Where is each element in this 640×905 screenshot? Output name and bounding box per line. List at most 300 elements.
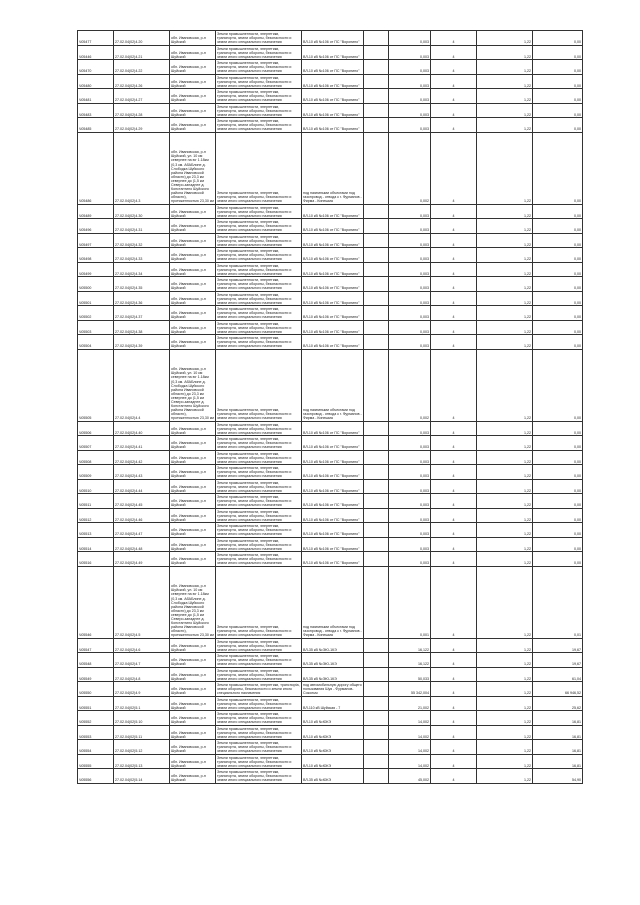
area-cell: 0,003 xyxy=(389,335,431,350)
sum-cell: 16,81 xyxy=(533,754,583,769)
empty-cell xyxy=(364,219,389,234)
parcel-id-cell: Ч05489 xyxy=(78,204,114,219)
parcel-id-cell: Ч05509 xyxy=(78,465,114,480)
land-purpose-cell: Земли промышленности, энергетики, транспорта, земли обороны, безопасности и земли иного специального назначения xyxy=(216,349,302,421)
address-cell: обл. Ивановская, р-н Шуйский xyxy=(170,421,216,436)
empty-cell xyxy=(364,537,389,552)
object-description-cell: ВЛ-10 кВ №106 от ПС "Воронино" xyxy=(302,523,364,538)
area-cell: 0,003 xyxy=(389,291,431,306)
land-purpose-cell: Земли промышленности, энергетики, транспорта, земли обороны, безопасности и земли иного специального назначения xyxy=(216,696,302,711)
empty-cell xyxy=(364,103,389,118)
object-description-cell: ВЛ-10 кВ №ЮКЭ xyxy=(302,740,364,755)
unit-code-cell: 4 xyxy=(431,132,477,204)
object-description-cell: ВЛ-10 кВ №106 от ПС "Воронино" xyxy=(302,306,364,321)
address-cell: обл. Ивановская, р-н Шуйский xyxy=(170,523,216,538)
land-purpose-cell: Земли промышленности, энергетики, транспорта, земли обороны, безопасности и земли иного специального назначения xyxy=(216,31,302,46)
date-cell: 27.02.04(02)4.29 xyxy=(114,118,170,133)
land-purpose-cell: Земли промышленности, энергетики, транспорта, земли обороны, безопасности и земли иного специального назначения xyxy=(216,45,302,60)
address-cell: обл. Ивановская, р-н Шуйский xyxy=(170,436,216,451)
unit-code-cell: 4 xyxy=(431,320,477,335)
unit-code-cell: 4 xyxy=(431,450,477,465)
unit-code-cell: 4 xyxy=(431,103,477,118)
empty-cell xyxy=(364,421,389,436)
area-cell: 0,003 xyxy=(389,31,431,46)
sum-cell: 0,00 xyxy=(533,421,583,436)
sum-cell: 25,62 xyxy=(533,696,583,711)
area-cell: 14,002 xyxy=(389,740,431,755)
rate-cell: 1,22 xyxy=(477,696,533,711)
table-row xyxy=(78,248,583,263)
area-cell: 14,002 xyxy=(389,754,431,769)
rate-cell: 1,22 xyxy=(477,103,533,118)
rate-cell: 1,22 xyxy=(477,740,533,755)
unit-code-cell: 4 xyxy=(431,566,477,638)
land-purpose-cell: Земли промышленности, энергетики, транспорта, земли обороны, безопасности и земли иного специального назначения xyxy=(216,494,302,509)
empty-cell xyxy=(364,523,389,538)
empty-cell xyxy=(364,248,389,263)
parcel-id-cell: Ч05556 xyxy=(78,769,114,784)
sum-cell: 0,00 xyxy=(533,45,583,60)
address-cell: обл. Ивановская, р-н Шуйский xyxy=(170,667,216,682)
land-purpose-cell: Земли промышленности, энергетики, транспорта, земли обороны, безопасности и земли иного специального назначения xyxy=(216,711,302,726)
date-cell: 27.02.04(02)4.42 xyxy=(114,450,170,465)
rate-cell: 1,22 xyxy=(477,667,533,682)
sum-cell: 0,00 xyxy=(533,74,583,89)
parcel-id-cell: Ч05506 xyxy=(78,421,114,436)
rate-cell: 1,22 xyxy=(477,74,533,89)
table-row xyxy=(78,89,583,104)
rate-cell: 1,22 xyxy=(477,436,533,451)
area-cell: 21,002 xyxy=(389,696,431,711)
parcel-id-cell: Ч05510 xyxy=(78,479,114,494)
object-description-cell: ВЛ-10 кВ №106 от ПС "Воронино" xyxy=(302,494,364,509)
address-cell: обл. Ивановская, р-н Шуйский xyxy=(170,450,216,465)
object-description-cell: ВЛ-10 кВ №106 от ПС "Воронино" xyxy=(302,248,364,263)
area-cell: 45,002 xyxy=(389,769,431,784)
sum-cell: 0,00 xyxy=(533,494,583,509)
unit-code-cell: 4 xyxy=(431,667,477,682)
empty-cell xyxy=(364,508,389,523)
address-cell: обл. Ивановская, р-н Шуйский, ул. 10 км севернее на юг 1.18км (0,3 км. АбАБлине д. Слободка Шуйского района Ивановской области) до 23,3 км севернее до (1,5 км Северо-западнее д. Константино Шуйского района Ивановской области), протяженностью 23,30 км xyxy=(170,566,216,638)
empty-cell xyxy=(364,696,389,711)
object-description-cell: ВЛ-10 кВ №106 от ПС "Воронино" xyxy=(302,262,364,277)
land-purpose-cell: Земли промышленности, энергетики, транспорта, земли обороны, безопасности и земли иного специального назначения xyxy=(216,436,302,451)
table-row xyxy=(78,349,583,421)
object-description-cell: ВЛ-10 кВ №106 от ПС "Воронино" xyxy=(302,204,364,219)
sum-cell: 19,67 xyxy=(533,638,583,653)
address-cell: обл. Ивановская, р-н Шуйский xyxy=(170,682,216,697)
unit-code-cell: 4 xyxy=(431,711,477,726)
rate-cell: 1,22 xyxy=(477,118,533,133)
unit-code-cell: 4 xyxy=(431,45,477,60)
area-cell: 0,003 xyxy=(389,421,431,436)
empty-cell xyxy=(364,204,389,219)
unit-code-cell: 4 xyxy=(431,740,477,755)
land-purpose-cell: Земли промышленности, энергетики, транспорта, земли обороны, безопасности и земли иного специального назначения xyxy=(216,118,302,133)
date-cell: 27.02.04(02)5.12 xyxy=(114,740,170,755)
land-purpose-cell: Земли промышленности, энергетики, транспорта, земли обороны, безопасности и земли иного специального назначения xyxy=(216,653,302,668)
rate-cell: 1,22 xyxy=(477,523,533,538)
table-row xyxy=(78,132,583,204)
area-cell: 0,003 xyxy=(389,74,431,89)
object-description-cell: ВЛ-10 кВ №ЮКЭ xyxy=(302,754,364,769)
unit-code-cell: 4 xyxy=(431,349,477,421)
empty-cell xyxy=(364,320,389,335)
address-cell: обл. Ивановская, р-н Шуйский xyxy=(170,103,216,118)
empty-cell xyxy=(364,349,389,421)
parcel-id-cell: Ч05552 xyxy=(78,711,114,726)
address-cell: обл. Ивановская, р-н Шуйский xyxy=(170,552,216,567)
area-cell: 0,003 xyxy=(389,479,431,494)
parcel-id-cell: Ч05501 xyxy=(78,291,114,306)
sum-cell: 0,00 xyxy=(533,537,583,552)
area-cell: 16,122 xyxy=(389,638,431,653)
unit-code-cell: 4 xyxy=(431,262,477,277)
date-cell: 27.02.04(02)4.33 xyxy=(114,248,170,263)
table-row xyxy=(78,537,583,552)
table-row xyxy=(78,233,583,248)
unit-code-cell: 4 xyxy=(431,754,477,769)
land-purpose-cell: Земли промышленности, энергетики, транспорта, земли обороны, безопасности и земли иного специального назначения xyxy=(216,421,302,436)
object-description-cell: ВЛ-10 кВ №106 от ПС "Воронино" xyxy=(302,537,364,552)
rate-cell: 1,22 xyxy=(477,754,533,769)
unit-code-cell: 4 xyxy=(431,494,477,509)
empty-cell xyxy=(364,638,389,653)
empty-cell xyxy=(364,45,389,60)
land-purpose-cell: Земли промышленности, энергетики, транспорта, земли обороны, безопасности и земли иного специального назначения xyxy=(216,74,302,89)
address-cell: обл. Ивановская, р-н Шуйский xyxy=(170,60,216,75)
parcel-id-cell: Ч05483 xyxy=(78,103,114,118)
address-cell: обл. Ивановская, р-н Шуйский xyxy=(170,118,216,133)
rate-cell: 1,22 xyxy=(477,537,533,552)
object-description-cell: ВЛ-110 кВ Шуйская - 7 xyxy=(302,696,364,711)
object-description-cell: ВЛ-10 кВ №106 от ПС "Воронино" xyxy=(302,103,364,118)
rate-cell: 1,22 xyxy=(477,711,533,726)
object-description-cell: ВЛ-10 кВ №106 от ПС "Воронино" xyxy=(302,436,364,451)
object-description-cell: ВЛ-10 кВ №106 от ПС "Воронино" xyxy=(302,552,364,567)
address-cell: обл. Ивановская, р-н Шуйский xyxy=(170,740,216,755)
unit-code-cell: 4 xyxy=(431,248,477,263)
sum-cell: 0,00 xyxy=(533,465,583,480)
date-cell: 27.02.04(02)4.36 xyxy=(114,291,170,306)
area-cell: 0,003 xyxy=(389,523,431,538)
unit-code-cell: 4 xyxy=(431,233,477,248)
land-purpose-cell: Земли промышленности, энергетики, транспорта, земли обороны, безопасности и земли иного специального назначения xyxy=(216,740,302,755)
object-description-cell: под наземными объектами под газопровод - отвода к г. Фурманов - Фирма - Кинешма xyxy=(302,132,364,204)
parcel-id-cell: Ч05504 xyxy=(78,335,114,350)
rate-cell: 1,22 xyxy=(477,306,533,321)
address-cell: обл. Ивановская, р-н Шуйский xyxy=(170,291,216,306)
date-cell: 27.02.04(02)4.40 xyxy=(114,421,170,436)
sum-cell: 0,00 xyxy=(533,436,583,451)
parcel-id-cell: Ч05513 xyxy=(78,523,114,538)
area-cell: 0,003 xyxy=(389,494,431,509)
unit-code-cell: 4 xyxy=(431,31,477,46)
date-cell: 27.02.04(02)4.45 xyxy=(114,494,170,509)
unit-code-cell: 4 xyxy=(431,291,477,306)
address-cell: обл. Ивановская, р-н Шуйский xyxy=(170,74,216,89)
address-cell: обл. Ивановская, р-н Шуйский xyxy=(170,653,216,668)
empty-cell xyxy=(364,306,389,321)
rate-cell: 1,22 xyxy=(477,204,533,219)
unit-code-cell: 4 xyxy=(431,508,477,523)
sum-cell: 0,01 xyxy=(533,566,583,638)
area-cell: 0,002 xyxy=(389,132,431,204)
date-cell: 27.02.04(02)5.10 xyxy=(114,711,170,726)
table-row xyxy=(78,277,583,292)
parcel-id-cell: Ч05481 xyxy=(78,89,114,104)
sum-cell: 0,00 xyxy=(533,508,583,523)
parcel-id-cell: Ч05485 xyxy=(78,118,114,133)
empty-cell xyxy=(364,552,389,567)
table-row xyxy=(78,566,583,638)
unit-code-cell: 4 xyxy=(431,552,477,567)
sum-cell: 0,00 xyxy=(533,320,583,335)
empty-cell xyxy=(364,233,389,248)
date-cell: 27.02.04(02)4.46 xyxy=(114,508,170,523)
address-cell: обл. Ивановская, р-н Шуйский xyxy=(170,465,216,480)
date-cell: 27.02.04(02)4.21 xyxy=(114,45,170,60)
empty-cell xyxy=(364,262,389,277)
unit-code-cell: 4 xyxy=(431,436,477,451)
land-registry-table-sheet xyxy=(77,30,582,784)
date-cell: 27.02.04(02)5.14 xyxy=(114,769,170,784)
date-cell: 27.02.04(02)4.31 xyxy=(114,219,170,234)
rate-cell: 1,22 xyxy=(477,335,533,350)
parcel-id-cell: Ч05497 xyxy=(78,233,114,248)
land-purpose-cell: Земли промышленности, энергетики, транспорта, земли обороны, безопасности и земли иного специального назначения xyxy=(216,450,302,465)
unit-code-cell: 4 xyxy=(431,682,477,697)
date-cell: 27.02.04(02)4.38 xyxy=(114,320,170,335)
object-description-cell: ВЛ-10 кВ №ЮКЭ xyxy=(302,711,364,726)
date-cell: 27.02.04(02)4.41 xyxy=(114,436,170,451)
object-description-cell: ВЛ-10 кВ №106 от ПС "Воронино" xyxy=(302,277,364,292)
object-description-cell: ВЛ-10 кВ №106 от ПС "Воронино" xyxy=(302,60,364,75)
sum-cell: 0,00 xyxy=(533,219,583,234)
area-cell: 0,003 xyxy=(389,204,431,219)
date-cell: 27.02.04(02)4.5 xyxy=(114,566,170,638)
empty-cell xyxy=(364,291,389,306)
empty-cell xyxy=(364,494,389,509)
object-description-cell: ВЛ-10 кВ №106 от ПС "Воронино" xyxy=(302,118,364,133)
land-purpose-cell: Земли промышленности, энергетики, транспорта, земли обороны, безопасности и земли иного специального назначения xyxy=(216,132,302,204)
sum-cell: 19,67 xyxy=(533,653,583,668)
land-purpose-cell: Земли промышленности, энергетики, транспорта, земли обороны, безопасности и земли иного специального назначения xyxy=(216,667,302,682)
object-description-cell: под наземными объектами под газопровод - отвода к г. Фурманов - Фирма - Кинешма xyxy=(302,566,364,638)
object-description-cell: ВЛ-10 кВ №106 от ПС "Воронино" xyxy=(302,45,364,60)
empty-cell xyxy=(364,465,389,480)
address-cell: обл. Ивановская, р-н Шуйский xyxy=(170,45,216,60)
parcel-id-cell: Ч05511 xyxy=(78,494,114,509)
rate-cell: 1,22 xyxy=(477,638,533,653)
sum-cell: 0,00 xyxy=(533,349,583,421)
land-purpose-cell: Земли промышленности, энергетики, транспорта, земли обороны, безопасности и земли иного специального назначения xyxy=(216,725,302,740)
rate-cell: 1,22 xyxy=(477,566,533,638)
empty-cell xyxy=(364,479,389,494)
area-cell: 0,003 xyxy=(389,45,431,60)
unit-code-cell: 4 xyxy=(431,277,477,292)
land-purpose-cell: Земли промышленности, энергетики, транспорта, земли обороны, безопасности и земли иного специального назначения xyxy=(216,537,302,552)
unit-code-cell: 4 xyxy=(431,725,477,740)
address-cell: обл. Ивановская, р-н Шуйский xyxy=(170,262,216,277)
land-purpose-cell: Земли промышленности, энергетики, транспорта, земли обороны, безопасности и земли иного специального назначения xyxy=(216,754,302,769)
land-purpose-cell: Земли промышленности, энергетики, транспорта, земли обороны, безопасности и земли иного специального назначения xyxy=(216,552,302,567)
sum-cell: 0,00 xyxy=(533,132,583,204)
parcel-id-cell: Ч05503 xyxy=(78,320,114,335)
parcel-id-cell: Ч05550 xyxy=(78,682,114,697)
parcel-id-cell: Ч05546 xyxy=(78,566,114,638)
object-description-cell: ВЛ-10 кВ №106 от ПС "Воронино" xyxy=(302,291,364,306)
land-purpose-cell: Земли промышленности, энергетики, транспорта, земли обороны, безопасности и земли иного специального назначения xyxy=(216,306,302,321)
address-cell: обл. Ивановская, р-н Шуйский xyxy=(170,638,216,653)
date-cell: 27.02.04(02)5.1 xyxy=(114,696,170,711)
empty-cell xyxy=(364,31,389,46)
parcel-id-cell: Ч05551 xyxy=(78,696,114,711)
table-row xyxy=(78,725,583,740)
sum-cell: 16,81 xyxy=(533,711,583,726)
object-description-cell: ВЛ-10 кВ №106 от ПС "Воронино" xyxy=(302,421,364,436)
land-purpose-cell: Земли промышленности, энергетики, транспорта, земли обороны, безопасности и земли иного специального назначения xyxy=(216,60,302,75)
date-cell: 27.02.04(02)4.49 xyxy=(114,552,170,567)
rate-cell: 1,22 xyxy=(477,349,533,421)
table-row xyxy=(78,479,583,494)
empty-cell xyxy=(364,754,389,769)
table-row xyxy=(78,219,583,234)
sum-cell: 16,81 xyxy=(533,725,583,740)
sum-cell: 0,00 xyxy=(533,118,583,133)
rate-cell: 1,22 xyxy=(477,421,533,436)
parcel-id-cell: Ч05498 xyxy=(78,248,114,263)
parcel-id-cell: Ч05477 xyxy=(78,31,114,46)
area-cell: 55 342,004 xyxy=(389,682,431,697)
land-purpose-cell: Земли промышленности, энергетики, транспорта, земли обороны, безопасности и земли иного специального назначения xyxy=(216,103,302,118)
date-cell: 27.02.04(02)4.32 xyxy=(114,233,170,248)
parcel-id-cell: Ч05514 xyxy=(78,537,114,552)
area-cell: 0,003 xyxy=(389,465,431,480)
sum-cell: 0,00 xyxy=(533,60,583,75)
land-purpose-cell: Земли промышленности, энергетики, транспорта, земли обороны, безопасности и земли иного специального назначения xyxy=(216,204,302,219)
parcel-id-cell: Ч05508 xyxy=(78,450,114,465)
address-cell: обл. Ивановская, р-н Шуйский xyxy=(170,89,216,104)
area-cell: 0,003 xyxy=(389,219,431,234)
land-purpose-cell: Земли промышленности, энергетики, транспорта, земли обороны, безопасности и земли иного специального назначения xyxy=(216,335,302,350)
table-row xyxy=(78,306,583,321)
table-row xyxy=(78,711,583,726)
object-description-cell: ВЛ-10 кВ №106 от ПС "Воронино" xyxy=(302,89,364,104)
date-cell: 27.02.04(02)5.11 xyxy=(114,725,170,740)
sum-cell: 0,00 xyxy=(533,291,583,306)
rate-cell: 1,22 xyxy=(477,653,533,668)
address-cell: обл. Ивановская, р-н Шуйский xyxy=(170,494,216,509)
unit-code-cell: 4 xyxy=(431,60,477,75)
date-cell: 27.02.04(02)4.43 xyxy=(114,465,170,480)
unit-code-cell: 4 xyxy=(431,638,477,653)
table-body xyxy=(78,31,583,784)
empty-cell xyxy=(364,277,389,292)
unit-code-cell: 4 xyxy=(431,696,477,711)
parcel-id-cell: Ч05446 xyxy=(78,45,114,60)
address-cell: обл. Ивановская, р-н Шуйский xyxy=(170,204,216,219)
object-description-cell: ВЛ-10 кВ №106 от ПС "Воронино" xyxy=(302,335,364,350)
parcel-id-cell: Ч05548 xyxy=(78,653,114,668)
date-cell: 27.02.04(02)4.30 xyxy=(114,204,170,219)
sum-cell: 0,00 xyxy=(533,248,583,263)
area-cell: 0,003 xyxy=(389,233,431,248)
unit-code-cell: 4 xyxy=(431,335,477,350)
table-row xyxy=(78,523,583,538)
rate-cell: 1,22 xyxy=(477,320,533,335)
address-cell: обл. Ивановская, р-н Шуйский xyxy=(170,537,216,552)
land-purpose-cell: Земли промышленности, энергетики, транспорta, земли обороны, безопасности и земли иного специального назначения xyxy=(217,683,300,696)
land-purpose-cell: Земли промышленности, энергетики, транспорта, земли обороны, безопасности и земли иного специального назначения xyxy=(216,277,302,292)
table-row xyxy=(78,696,583,711)
date-cell: 27.02.04(02)4.37 xyxy=(114,306,170,321)
table-row xyxy=(78,74,583,89)
rate-cell: 1,22 xyxy=(477,277,533,292)
unit-code-cell: 4 xyxy=(431,479,477,494)
table-row xyxy=(78,740,583,755)
parcel-id-cell: Ч05499 xyxy=(78,262,114,277)
parcel-id-cell: Ч05553 xyxy=(78,725,114,740)
address-cell: обл. Ивановская, р-н Шуйский xyxy=(170,320,216,335)
parcel-id-cell: Ч05547 xyxy=(78,638,114,653)
area-cell: 0,003 xyxy=(389,450,431,465)
sum-cell: 61,04 xyxy=(533,667,583,682)
address-cell: обл. Ивановская, р-н Шуйский xyxy=(170,769,216,784)
table-row xyxy=(78,421,583,436)
land-purpose-cell: Земли промышленности, энергетики, транспорта, земли обороны, безопасности и земли иного специального назначения xyxy=(216,262,302,277)
address-cell: обл. Ивановская, р-н Шуйский xyxy=(170,277,216,292)
empty-cell xyxy=(364,60,389,75)
date-cell: 27.02.04(02)5.13 xyxy=(114,754,170,769)
date-cell: 27.02.04(02)4.48 xyxy=(114,537,170,552)
empty-cell xyxy=(364,725,389,740)
address-cell: обл. Ивановская, р-н Шуйский xyxy=(170,508,216,523)
object-description-cell: под наземными объектами под газопровод - отвода к г. Фурманов - Фирма - Кинешма xyxy=(302,349,364,421)
sum-cell: 0,00 xyxy=(533,523,583,538)
area-cell: 50,033 xyxy=(389,667,431,682)
empty-cell xyxy=(364,118,389,133)
object-description-cell: под автомобильную дорогу общего пользования Шуя - Фурманов-Сокольм xyxy=(303,683,362,696)
area-cell: 0,003 xyxy=(389,277,431,292)
empty-cell xyxy=(364,711,389,726)
object-description-cell: ВЛ-35 кВ №ЭЮ-1КЭ xyxy=(302,653,364,668)
rate-cell: 1,22 xyxy=(477,552,533,567)
parcel-id-cell: Ч05502 xyxy=(78,306,114,321)
rate-cell: 1,22 xyxy=(477,682,533,697)
unit-code-cell: 4 xyxy=(431,74,477,89)
table-row xyxy=(78,262,583,277)
sum-cell: 0,00 xyxy=(533,277,583,292)
area-cell: 0,003 xyxy=(389,262,431,277)
date-cell: 27.02.04(02)4.22 xyxy=(114,60,170,75)
table-row xyxy=(78,465,583,480)
land-purpose-cell: Земли промышленности, энергетики, транспорта, земли обороны, безопасности и земли иного специального назначения xyxy=(216,566,302,638)
object-description-cell: ВЛ-10 кВ №106 от ПС "Воронино" xyxy=(302,233,364,248)
table-row xyxy=(78,508,583,523)
area-cell: 0,003 xyxy=(389,89,431,104)
parcel-id-cell: Ч05507 xyxy=(78,436,114,451)
area-cell: 0,002 xyxy=(389,349,431,421)
parcel-id-cell: Ч05554 xyxy=(78,740,114,755)
object-description-cell: ВЛ-10 кВ №ЮКЭ xyxy=(302,725,364,740)
date-cell: 27.02.04(02)4.3 xyxy=(114,132,170,204)
land-purpose-cell: Земли промышленности, энергетики, транспорта, земли обороны, безопасности и земли иного специального назначения xyxy=(216,320,302,335)
rate-cell: 1,22 xyxy=(477,31,533,46)
land-purpose-cell: Земли промышленности, энергетики, транспорта, земли обороны, безопасности и земли иного специального назначения xyxy=(216,479,302,494)
sum-cell: 0,00 xyxy=(533,552,583,567)
area-cell: 0,003 xyxy=(389,508,431,523)
